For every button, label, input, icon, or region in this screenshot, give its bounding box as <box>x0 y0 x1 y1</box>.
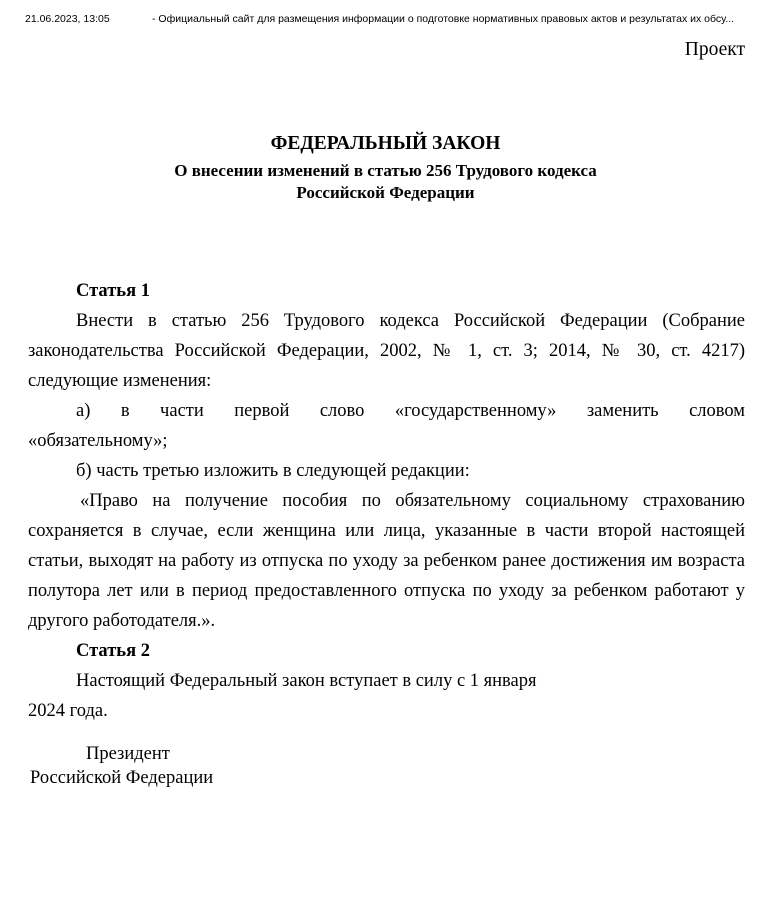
print-site-title: - Официальный сайт для размещения информации о подготовке нормативных правовых актов и результатах их обсу... <box>152 13 735 25</box>
signature-block <box>30 742 213 790</box>
document-subtitle <box>0 160 771 204</box>
subtitle-line: Российской Федерации <box>296 183 475 202</box>
signature-post: Президент <box>86 744 170 764</box>
article-1-intro: Внести в статью 256 Трудового кодекса Российской Федерации (Собрание законодательства Российской Федерации, 2002, № 1, ст. 3; 2014, № 30, ст. 4217) следующие изменения: <box>28 311 745 391</box>
document-title: ФЕДЕРАЛЬНЫЙ ЗАКОН <box>270 133 501 154</box>
article-1-item-a: а) в части первой слово «государственному» заменить словом <box>76 401 745 421</box>
signature-org: Российской Федерации <box>30 768 214 788</box>
article-2-text: Настоящий Федеральный закон вступает в силу с 1 января <box>76 671 537 691</box>
article-1-item-a-continuation: «обязательному»; <box>28 431 168 451</box>
article-1-heading: Статья 1 <box>76 281 150 301</box>
print-timestamp: 21.06.2023, 13:05 <box>25 13 110 25</box>
article-1-item-b: б) часть третью изложить в следующей редакции: <box>76 461 470 481</box>
subtitle-line: О внесении изменений в статью 256 Трудового кодекса <box>174 161 597 180</box>
article-2-heading: Статья 2 <box>76 641 150 661</box>
document-body <box>28 276 745 726</box>
article-1-quote: «Право на получение пособия по обязательному социальному страхованию сохраняется в случае, если женщина или лица, указанные в части второй настоящей статьи, выходят на работу из отпуска по уходу за ребенком ранее достижения им возраста полутора лет или в период предоставленного отпуска по уходу за ребенком работают у другого работодателя.». <box>28 491 745 631</box>
print-header <box>0 13 771 27</box>
article-2-text-continuation: 2024 года. <box>28 701 108 721</box>
project-label: Проект <box>684 39 745 60</box>
